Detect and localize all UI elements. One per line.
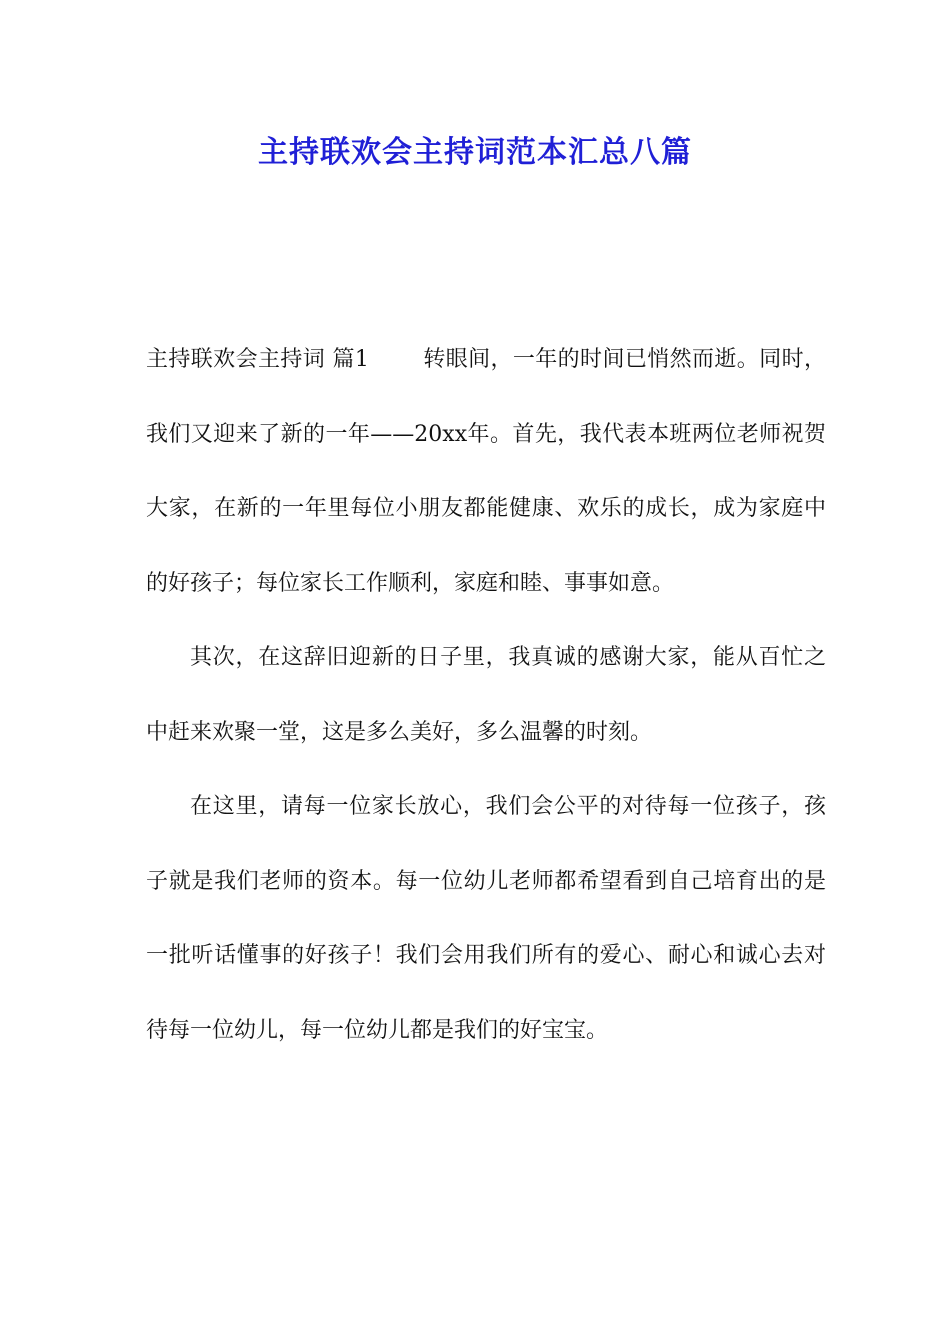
section-heading: 主持联欢会主持词 篇1 [146, 347, 369, 372]
paragraph-2: 其次，在这辞旧迎新的日子里，我真诚的感谢大家，能从百忙之中赶来欢聚一堂，这是多么美好，多么温馨的时刻。 [146, 645, 826, 745]
document-title: 主持联欢会主持词范本汇总八篇 [258, 135, 692, 170]
document-body [146, 323, 826, 1068]
paragraph-3: 在这里，请每一位家长放心，我们会公平的对待每一位孩子，孩子就是我们老师的资本。每一位幼儿老师都希望看到自己培育出的是一批听话懂事的好孩子！我们会用我们所有的爱心、耐心和诚心去对待每一位幼儿，每一位幼儿都是我们的好宝宝。 [146, 794, 826, 1043]
paragraph-1-text: 转眼间，一年的时间已悄然而逝。同时，我们又迎来了新的一年——20xx年。首先，我代表本班两位老师祝贺大家，在新的一年里每位小朋友都能健康、欢乐的成长，成为家庭中的好孩子；每位家长工作顺利，家庭和睦、事事如意。 [146, 347, 826, 596]
paragraph-1 [146, 323, 826, 621]
